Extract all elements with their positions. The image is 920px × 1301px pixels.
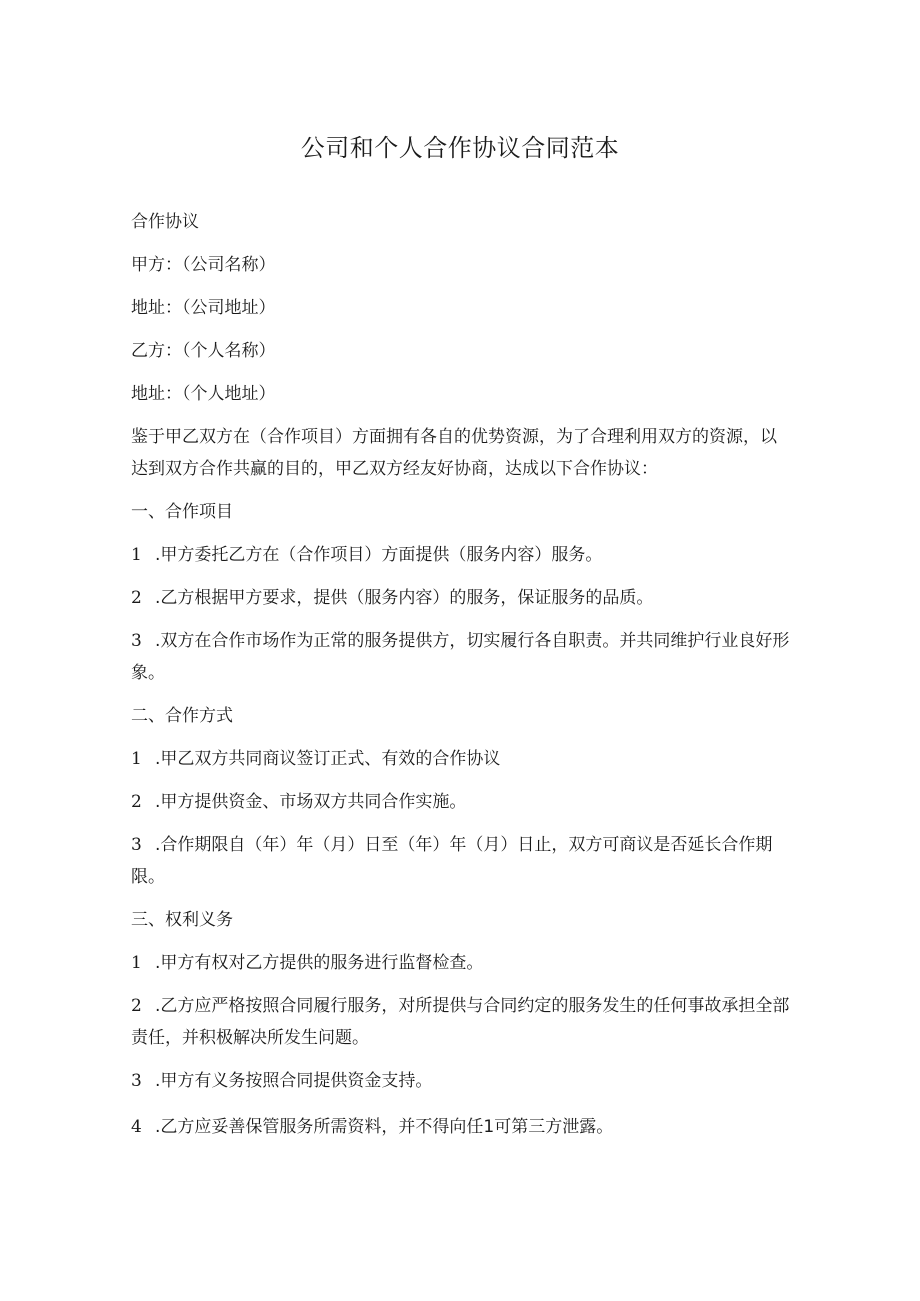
clause-number: 1 bbox=[131, 953, 142, 973]
clause bbox=[131, 786, 791, 818]
document-body bbox=[131, 206, 791, 1143]
clause-number: 1 bbox=[131, 545, 142, 565]
clause bbox=[131, 990, 791, 1054]
clause-text: .合作期限自（年）年（月）日至（年）年（月）日止，双方可商议是否延长合作期限。 bbox=[131, 835, 773, 887]
clause bbox=[131, 582, 791, 614]
clause bbox=[131, 1065, 791, 1097]
clause-text: .甲方有权对乙方提供的服务进行监督检查。 bbox=[155, 953, 484, 973]
clause-text: .甲方有义务按照合同提供资金支持。 bbox=[155, 1071, 433, 1091]
party-a: 甲方：（公司名称） bbox=[131, 255, 276, 275]
clause-text: .甲方委托乙方在（合作项目）方面提供（服务内容）服务。 bbox=[155, 545, 603, 565]
clause bbox=[131, 947, 791, 979]
clause bbox=[131, 743, 791, 775]
party-b: 乙方：（个人名称） bbox=[131, 341, 276, 361]
clause-text: .甲乙双方共同商议签订正式、有效的合作协议 bbox=[155, 749, 501, 769]
section-heading: 三、权利义务 bbox=[131, 910, 233, 930]
clause-text: .乙方应妥善保管服务所需资料，并不得向任1可第三方泄露。 bbox=[155, 1117, 614, 1137]
section-heading: 二、合作方式 bbox=[131, 706, 233, 726]
clause-number: 3 bbox=[131, 631, 142, 651]
preamble: 鉴于甲乙双方在（合作项目）方面拥有各自的优势资源，为了合理利用双方的资源，以达到双方合作共赢的目的，甲乙双方经友好协商，达成以下合作协议： bbox=[131, 427, 777, 479]
clause bbox=[131, 1111, 791, 1143]
clause-number: 3 bbox=[131, 1071, 142, 1091]
clause-number: 2 bbox=[131, 792, 142, 812]
clause-text: .乙方根据甲方要求，提供（服务内容）的服务，保证服务的品质。 bbox=[155, 588, 654, 608]
clause-number: 1 bbox=[131, 749, 142, 769]
clause-text: .双方在合作市场作为正常的服务提供方，切实履行各自职责。并共同维护行业良好形象。 bbox=[131, 631, 790, 683]
party-b-address: 地址：（个人地址） bbox=[131, 384, 276, 404]
clause-number: 3 bbox=[131, 835, 142, 855]
clause-text: .乙方应严格按照合同履行服务，对所提供与合同约定的服务发生的任何事故承担全部责任，并积极解决所发生问题。 bbox=[131, 996, 790, 1048]
clause-number: 4 bbox=[131, 1117, 142, 1137]
section-heading: 一、合作项目 bbox=[131, 502, 233, 522]
agreement-heading: 合作协议 bbox=[131, 212, 199, 232]
clause bbox=[131, 539, 791, 571]
document-title: 公司和个人合作协议合同范本 bbox=[300, 134, 620, 162]
clause-number: 2 bbox=[131, 996, 142, 1016]
clause-text: .甲方提供资金、市场双方共同合作实施。 bbox=[155, 792, 467, 812]
clause-number: 2 bbox=[131, 588, 142, 608]
clause bbox=[131, 829, 791, 893]
party-a-address: 地址：（公司地址） bbox=[131, 298, 276, 318]
clause bbox=[131, 625, 791, 689]
